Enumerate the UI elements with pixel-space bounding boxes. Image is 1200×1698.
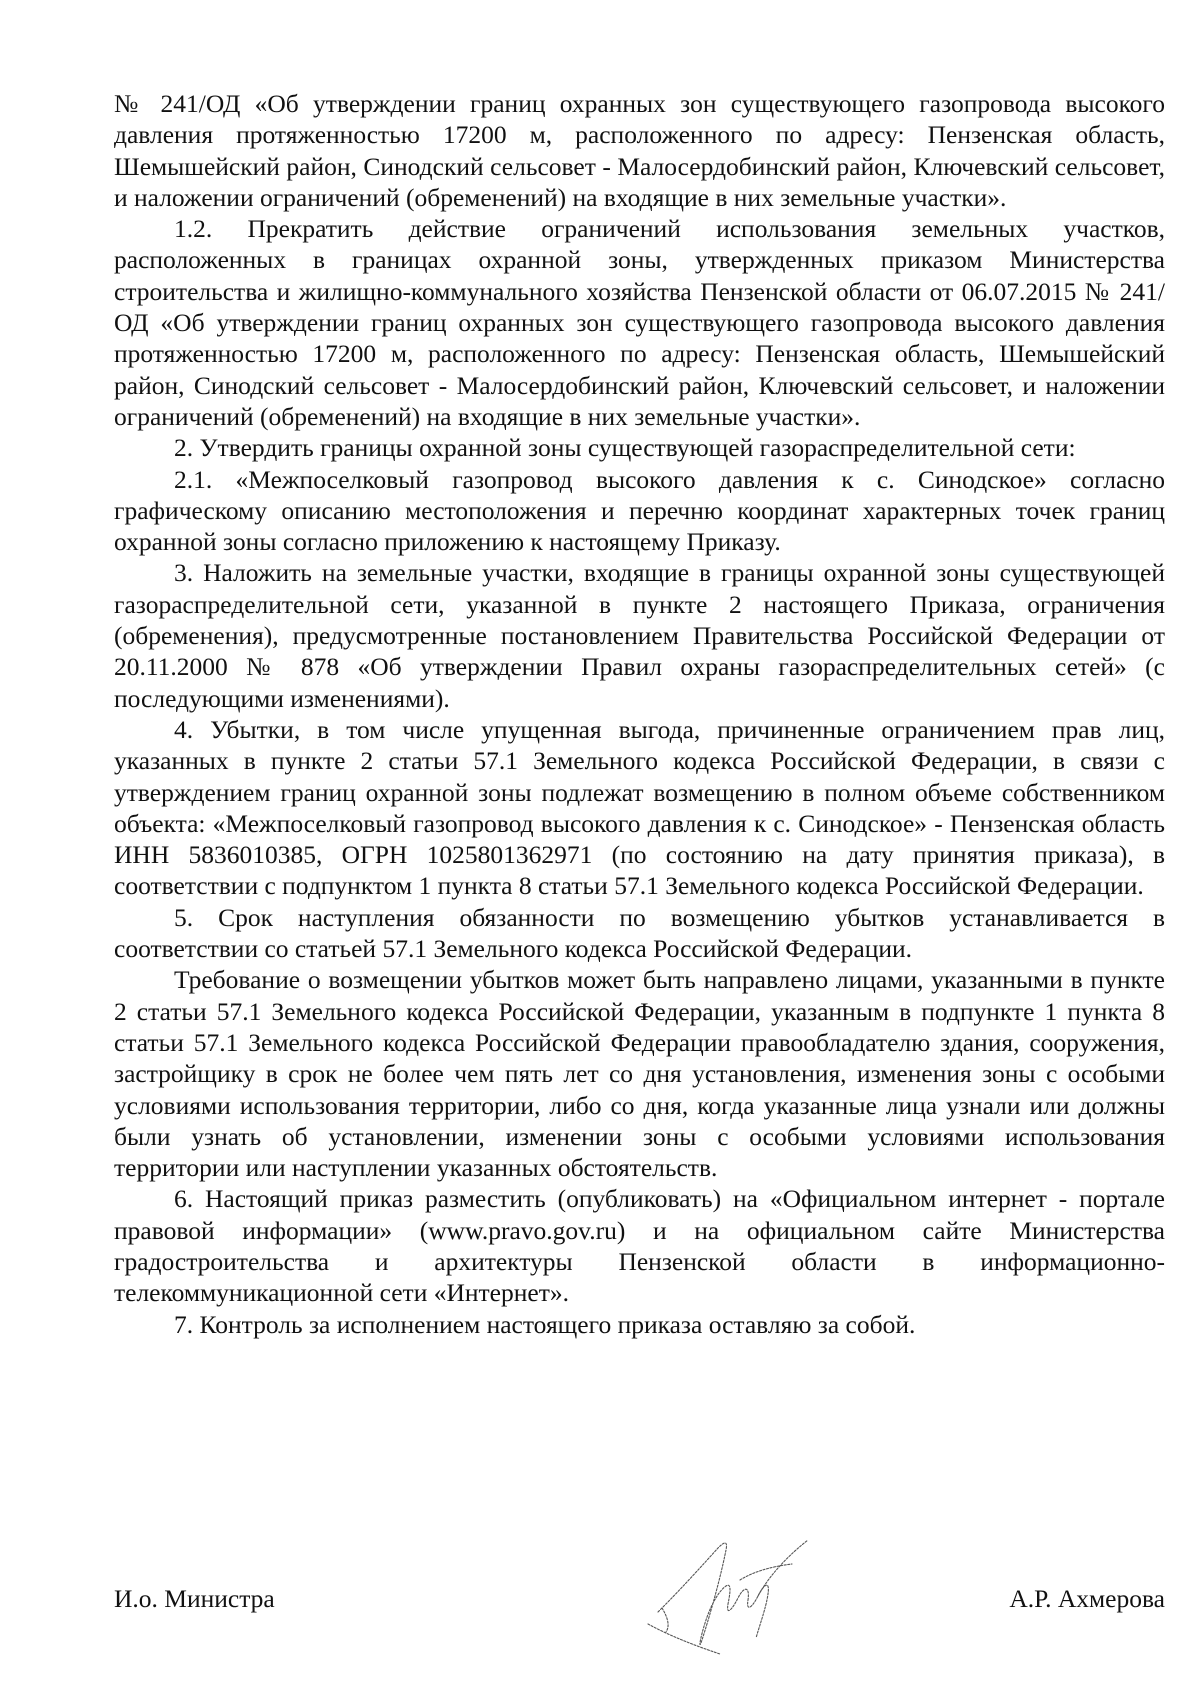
paragraph-damages-claim: Требование о возмещении убытков может быть направлено лицами, указанными в пункте 2 статьи 57.1 Земельного кодекса Российской Федерации, указанным в подпункте 1 пункта 8 статьи 57.1 Земельного кодекса Российской Федерации правообладателю здания, сооружения, застройщику в срок не более чем пять лет со дня установления, изменения зоны с особыми условиями использования территории, либо со дня, когда указанные лица узнали или должны были узнать об установлении, изменении зоны с особыми условиями использования территории или наступлении указанных обстоятельств. bbox=[114, 965, 1165, 1183]
signatory-name: А.Р. Ахмерова bbox=[1009, 1584, 1165, 1613]
paragraph-order-reference-continued: № 241/ОД «Об утверждении границ охранных зон существующего газопровода высокого давления протяженностью 17200 м, расположенного по адресу: Пензенская область, Шемышейский район, Синодский сельсовет - Малосердобинский район, Ключевский сельсовет, и наложении ограничений (обременений) на входящие в них земельные участки». bbox=[114, 89, 1165, 212]
paragraph-7: 7. Контроль за исполнением настоящего приказа оставляю за собой. bbox=[174, 1309, 916, 1339]
paragraph-2-1: 2.1. «Межпоселковый газопровод высокого давления к с. Синодское» согласно графическому описанию местоположения и перечню координат характерных точек границ охранной зоны согласно приложению к настоящему Приказу. bbox=[114, 464, 1165, 557]
paragraph-4: 4. Убытки, в том числе упущенная выгода, причиненные ограничением прав лиц, указанных в пункте 2 статьи 57.1 Земельного кодекса Российской Федерации, в связи с утверждением границ охранной зоны подлежат возмещению в полном объеме собственником объекта: «Межпоселковый газопровод высокого давления к с. Синодское» - Пензенская область ИНН 5836010385, ОГРН 1025801362971 (по состоянию на дату принятия приказа), в соответствии с подпунктом 1 пункта 8 статьи 57.1 Земельного кодекса Российской Федерации. bbox=[114, 714, 1165, 901]
paragraph-3: 3. Наложить на земельные участки, входящие в границы охранной зоны существующей газораспределительной сети, указанной в пункте 2 настоящего Приказа, ограничения (обременения), предусмотренные постановлением Правительства Российской Федерации от 20.11.2000 № 878 «Об утверждении Правил охраны газораспределительных сетей» (с последующими изменениями). bbox=[114, 558, 1165, 713]
paragraph-2: 2. Утвердить границы охранной зоны существующей газораспределительной сети: bbox=[174, 433, 1076, 463]
signature-block bbox=[114, 1583, 1165, 1623]
paragraph-6: 6. Настоящий приказ разместить (опубликовать) на «Официальном интернет - портале правовой информации» (www.pravo.gov.ru) и на официальном сайте Министерства градостроительства и архитектуры Пензенской области в информационно-телекоммуникационной сети «Интернет». bbox=[114, 1184, 1165, 1308]
document-body bbox=[114, 88, 1165, 1340]
paragraph-5: 5. Срок наступления обязанности по возмещению убытков устанавливается в соответствии со статьей 57.1 Земельного кодекса Российской Федерации. bbox=[114, 902, 1165, 964]
signatory-position: И.о. Министра bbox=[114, 1584, 275, 1613]
paragraph-1-2: 1.2. Прекратить действие ограничений использования земельных участков, расположенных в границах охранной зоны, утвержденных приказом Министерства строительства и жилищно-коммунального хозяйства Пензенской области от 06.07.2015 № 241/ОД «Об утверждении границ охранных зон существующего газопровода высокого давления протяженностью 17200 м, расположенного по адресу: Пензенская область, Шемышейский район, Синодский сельсовет - Малосердобинский район, Ключевский сельсовет, и наложении ограничений (обременений) на входящие в них земельные участки». bbox=[114, 214, 1165, 431]
